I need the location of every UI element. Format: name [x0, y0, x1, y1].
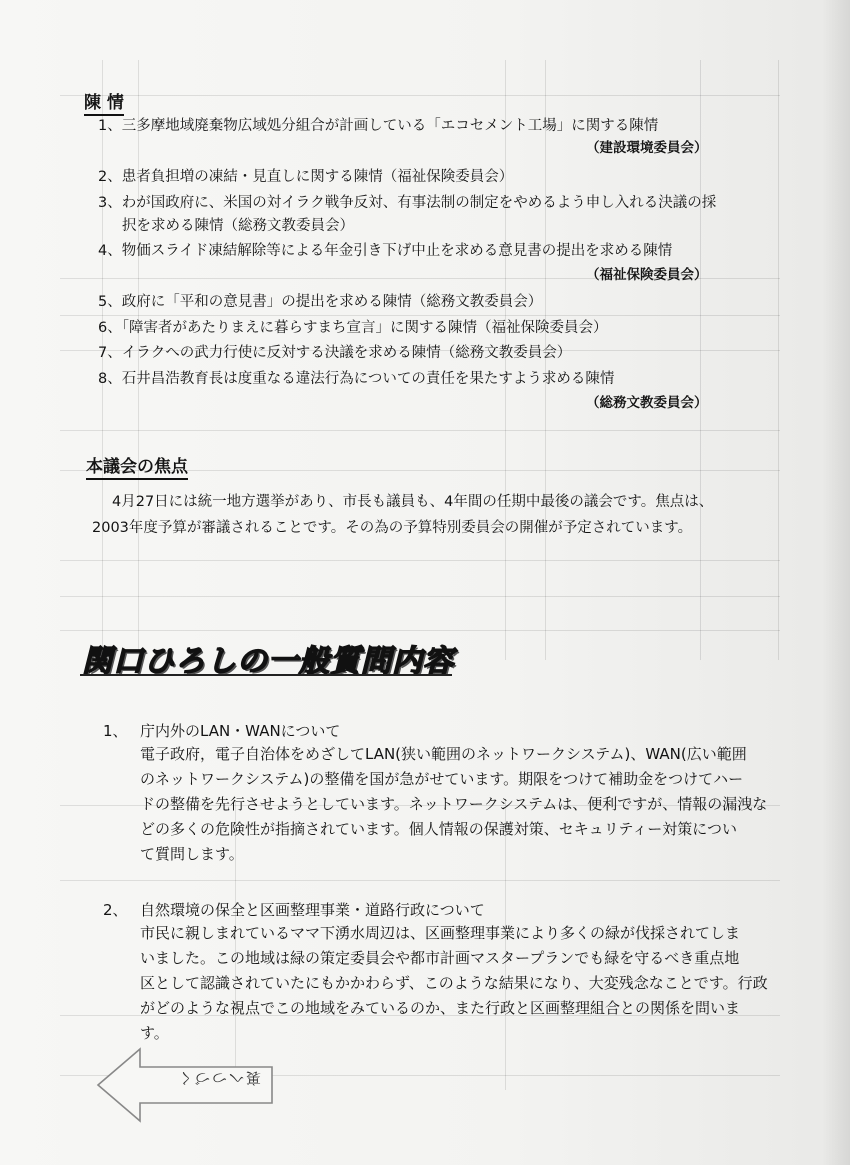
question-2-line-1: 市民に親しまれているママ下湧水周辺は、区画整理事業により多くの緑が伐採されてしま [140, 924, 741, 942]
banner-underline [80, 674, 452, 676]
petition-item-7: 7、イラクへの武力行使に反対する決議を求める陳情（総務文教委員会） [98, 345, 572, 361]
petition-item-3-cont: 択を求める陳情（総務文教委員会） [122, 218, 354, 234]
bleed-line [60, 880, 780, 881]
petition-item-3: 3、わが国政府に、米国の対イラク戦争反対、有事法制の制定をやめるよう申し入れる決議の採 [98, 195, 717, 211]
question-2-title: 自然環境の保全と区画整理事業・道路行政について [140, 901, 485, 919]
focus-line-1: 4月27日には統一地方選挙があり、市長も議員も、4年間の任期中最後の議会です。焦点は、 [112, 494, 714, 510]
question-1-line-3: ドの整備を先行させようとしています。ネットワークシステムは、便利ですが、情報の漏洩な [140, 795, 768, 813]
bleed-line [60, 630, 780, 631]
bleed-line [778, 60, 779, 660]
question-1-line-4: どの多くの危険性が指摘されています。個人情報の保護対策、セキュリティー対策につい [140, 820, 738, 838]
question-2-line-2: いました。この地域は緑の策定委員会や都市計画マスタープランでも緑を守るべき重点地 [140, 949, 740, 967]
question-2-line-5: す。 [140, 1024, 169, 1042]
petition-item-8: 8、石井昌浩教育長は度重なる違法行為についての責任を果たすよう求める陳情 [98, 371, 615, 387]
focus-line-2: 2003年度予算が審議されることです。その為の予算特別委員会の開催が予定されています。 [92, 520, 693, 536]
page-edge-shadow [822, 0, 850, 1165]
general-questions-banner: 関口ひろしの一般質問内容 [82, 644, 454, 679]
continue-arrow-label: 裏へつづく [176, 1069, 262, 1087]
question-1-line-2: のネットワークシステム)の整備を国が急がせています。期限をつけて補助金をつけてハー [140, 770, 744, 788]
petition-item-1-committee: （建設環境委員会） [586, 140, 708, 156]
question-2-line-4: がどのような視点でこの地域をみているのか、また行政と区画整理組合との関係を問いま [140, 999, 741, 1017]
focus-title: 本議会の焦点 [86, 456, 188, 480]
petitions-title: 陳 情 [84, 92, 124, 116]
question-1-number: 1、 [103, 722, 128, 740]
question-1-line-1: 電子政府，電子自治体をめざしてLAN(狭い範囲のネットワークシステム)、WAN(広い範囲 [140, 745, 747, 763]
bleed-line [60, 315, 780, 316]
question-2-line-3: 区として認識されていたにもかかわらず、このような結果になり、大変残念なことです。行政 [140, 974, 768, 992]
petition-item-4-committee: （福祉保険委員会） [586, 267, 708, 283]
petition-item-8-committee: （総務文教委員会） [586, 395, 708, 411]
bleed-line [60, 560, 780, 561]
petition-item-4: 4、物価スライド凍結解除等による年金引き下げ中止を求める意見書の提出を求める陳情 [98, 243, 673, 259]
petition-item-2: 2、患者負担増の凍結・見直しに関する陳情（福祉保険委員会） [98, 169, 514, 185]
petition-item-6: 6、「障害者があたりまえに暮らすまち宣言」に関する陳情（福祉保険委員会） [98, 320, 608, 336]
question-1-title: 庁内外のLAN・WANについて [140, 722, 341, 740]
petition-item-5: 5、政府に「平和の意見書」の提出を求める陳情（総務文教委員会） [98, 294, 543, 310]
bleed-line [60, 95, 780, 96]
petition-item-1: 1、三多摩地域廃棄物広域処分組合が計画している「エコセメント工場」に関する陳情 [98, 118, 659, 134]
question-2-number: 2、 [103, 901, 128, 919]
bleed-line [60, 430, 780, 431]
question-1-line-5: て質問します。 [140, 845, 244, 863]
bleed-line [60, 596, 780, 597]
